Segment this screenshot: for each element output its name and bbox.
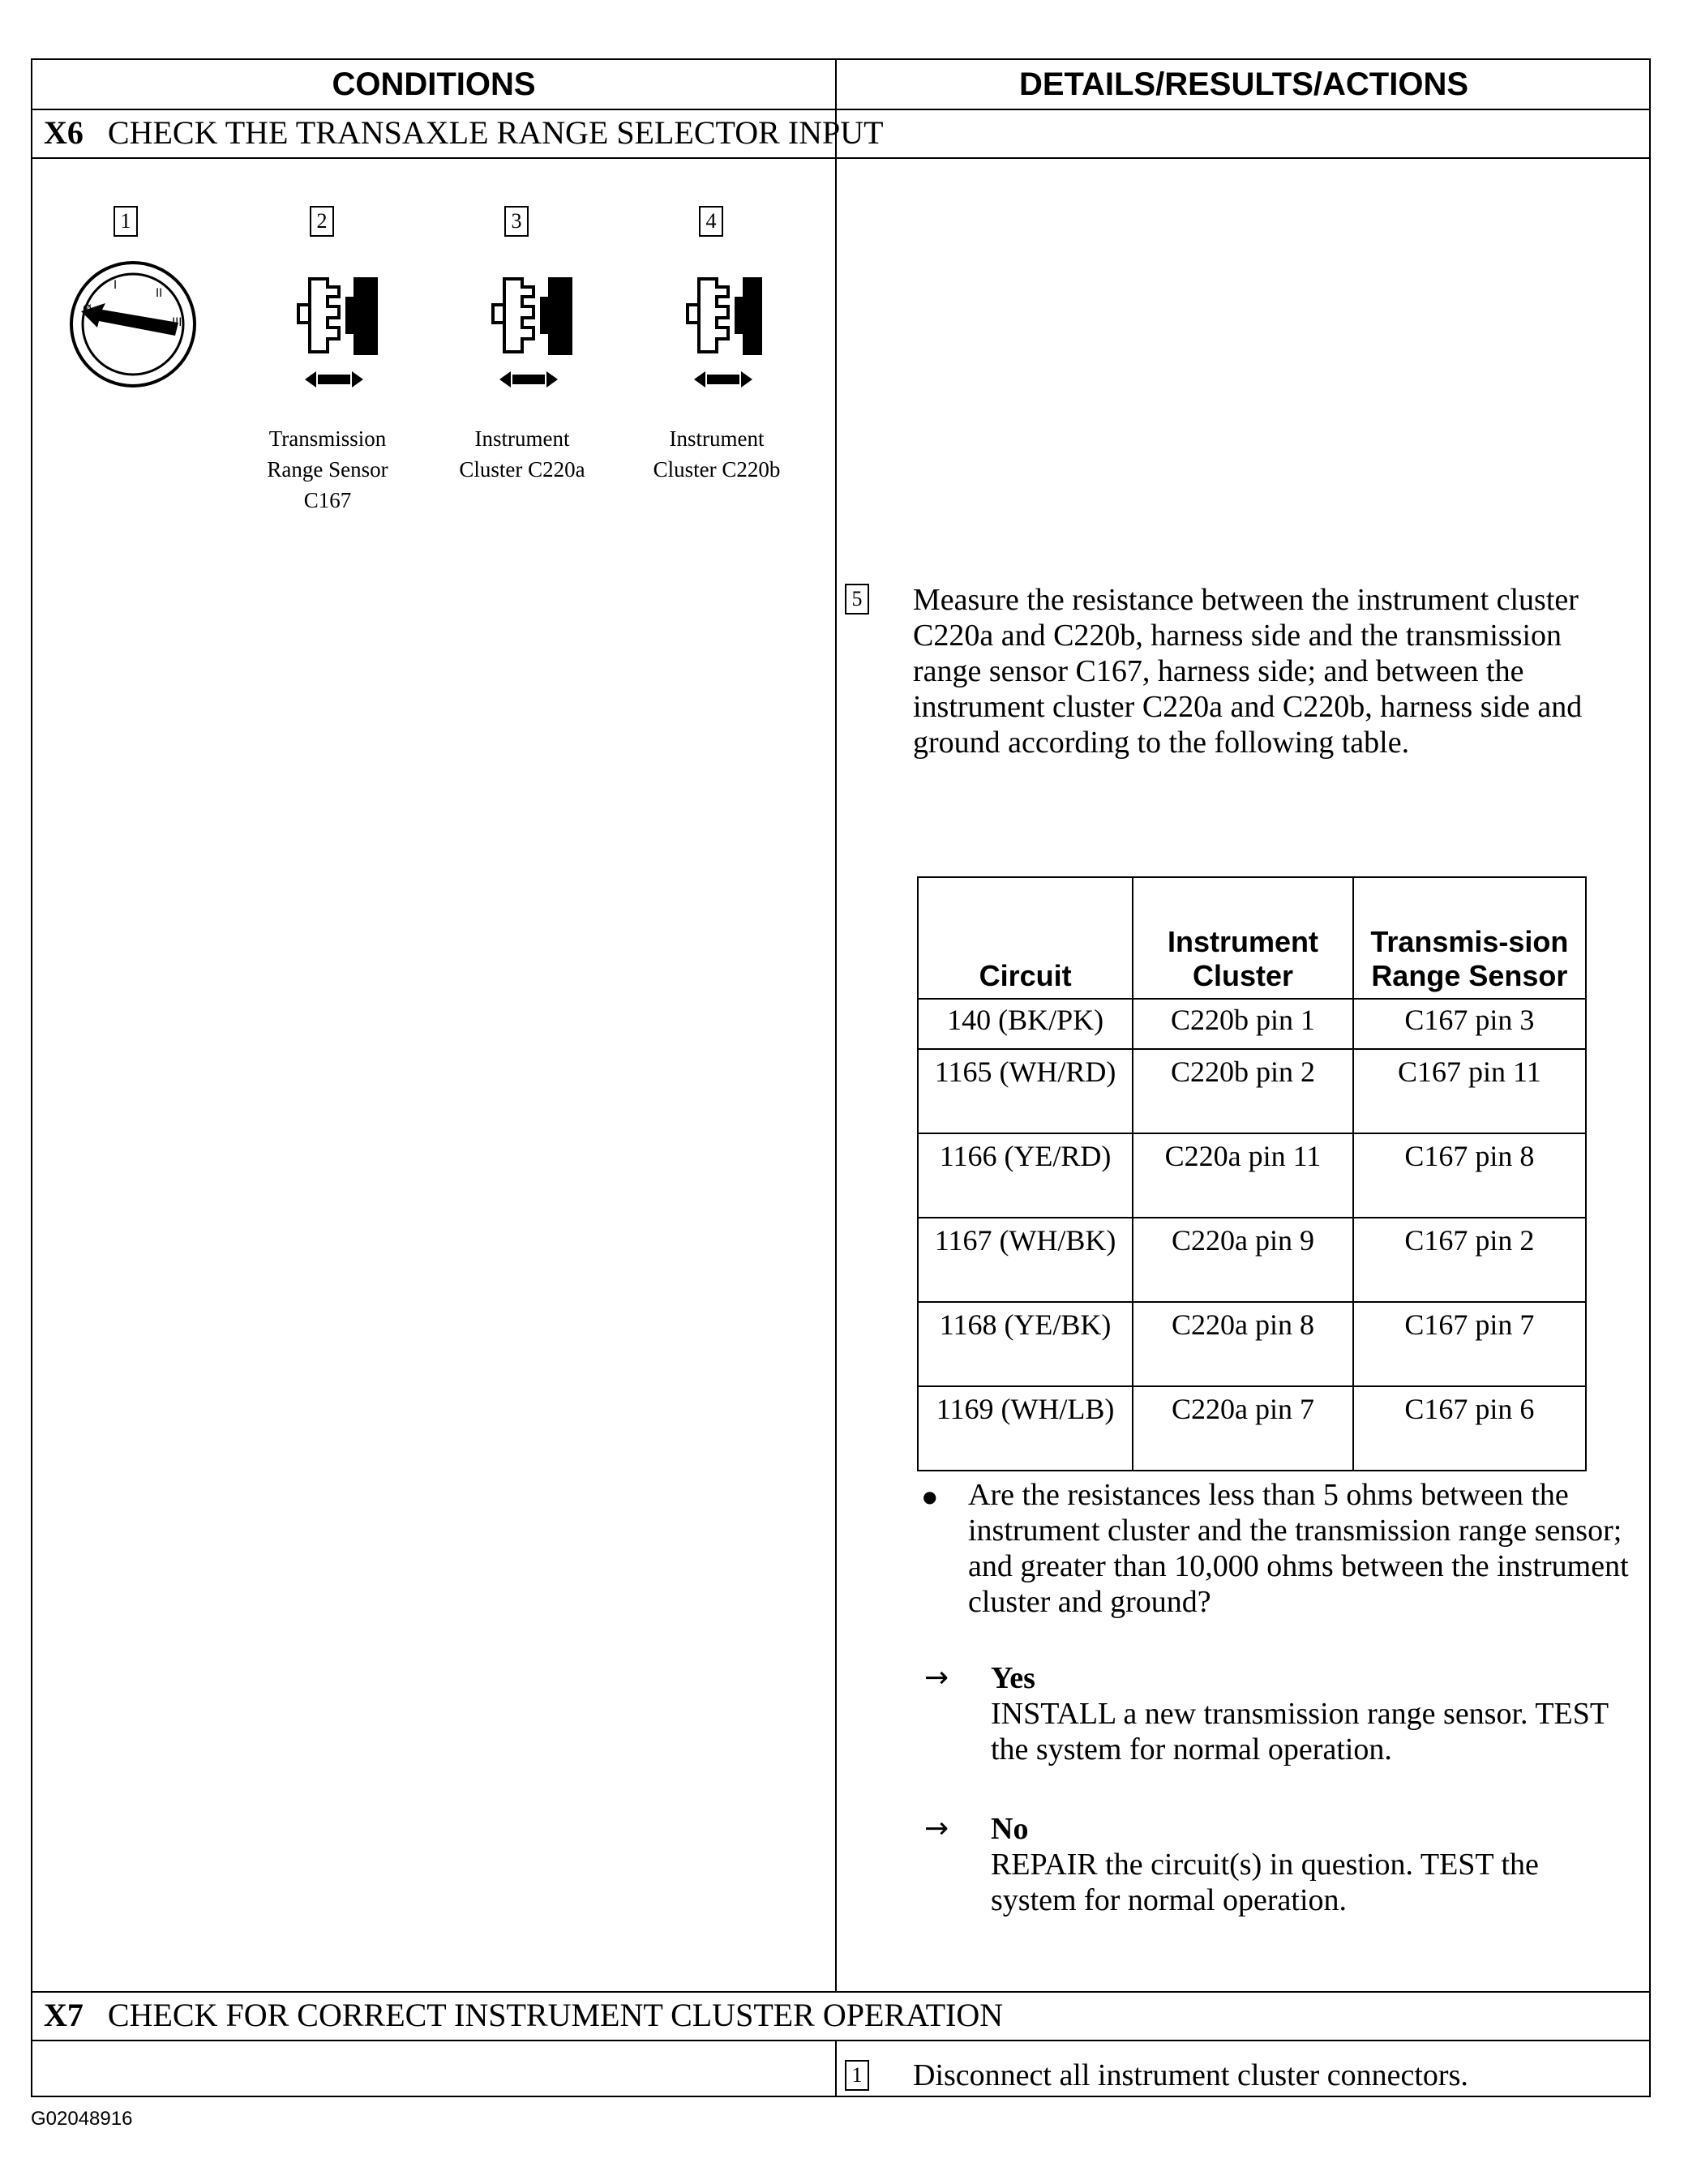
step-number: 1 — [114, 206, 138, 237]
procedure-page — [31, 58, 1651, 2097]
svg-text:Ø: Ø — [83, 303, 92, 316]
connector-icon — [688, 277, 762, 388]
column-divider — [835, 2040, 837, 2097]
step-number: 1 — [845, 2060, 869, 2091]
svg-text:II: II — [156, 287, 163, 300]
step-number: 4 — [699, 206, 723, 237]
circuit-table — [917, 876, 1587, 1471]
no-branch — [991, 1811, 1631, 1918]
table-header: Circuit — [918, 877, 1133, 999]
yes-branch — [991, 1660, 1639, 1767]
svg-text:I: I — [114, 279, 118, 292]
rule — [32, 2040, 1649, 2041]
table-row: 1166 (YE/RD) C220a pin 11 C167 pin 8 — [918, 1133, 1586, 1218]
section-x6-title: X6 CHECK THE TRANSAXLE RANGE SELECTOR INPUT — [44, 114, 884, 151]
step-number: 5 — [845, 584, 869, 615]
connector-icon — [493, 277, 572, 388]
step-number: 2 — [310, 206, 334, 237]
figure-caption: Instrument Cluster C220a — [459, 426, 585, 482]
right-arrow-icon: → — [924, 1812, 949, 1845]
table-header-row — [918, 877, 1586, 999]
table-row: 1165 (WH/RD) C220b pin 2 C167 pin 11 — [918, 1049, 1586, 1133]
column-divider — [835, 157, 837, 1991]
question-text: Are the resistances less than 5 ohms between the instrument cluster and the transmission range sensor; and greater than 10,000 ohms between the instrument cluster and ground? — [968, 1478, 1629, 1619]
rule — [32, 157, 1649, 159]
x7-step1-instruction: Disconnect all instrument cluster connectors. — [913, 2058, 1468, 2092]
svg-text:III: III — [172, 316, 182, 329]
ignition-switch-icon — [71, 263, 195, 386]
table-header: Instrument Cluster — [1133, 877, 1353, 999]
details-header: DETAILS/RESULTS/ACTIONS — [1018, 66, 1469, 102]
table-row: 140 (BK/PK) C220b pin 1 C167 pin 3 — [918, 999, 1586, 1049]
figure-caption: Instrument Cluster C220b — [653, 426, 781, 482]
right-arrow-icon: → — [924, 1661, 949, 1694]
connector-icon — [298, 277, 378, 388]
conditions-header: CONDITIONS — [332, 66, 536, 102]
connector-illustration — [49, 255, 762, 417]
no-action: REPAIR the circuit(s) in question. TEST the system for normal operation. — [991, 1848, 1539, 1917]
step-number: 3 — [504, 206, 529, 237]
bullet-icon: ● — [923, 1487, 937, 1506]
section-x7-title: X7 CHECK FOR CORRECT INSTRUMENT CLUSTER OPERATION — [44, 1997, 1004, 2033]
document-code: G02048916 — [31, 2108, 133, 2130]
step5-instruction: Measure the resistance between the instrument cluster C220a and C220b, harness side and the transmission range sensor C167, harness side; and between the instrument cluster C220a and C220b, harness side and ground according to the following table. — [913, 583, 1583, 760]
figure-caption: Transmission Range Sensor C167 — [267, 426, 388, 512]
table-row: 1168 (YE/BK) C220a pin 8 C167 pin 7 — [918, 1302, 1586, 1386]
table-row: 1169 (WH/LB) C220a pin 7 C167 pin 6 — [918, 1386, 1586, 1471]
no-label: No — [991, 1812, 1029, 1846]
table-header: Transmis-sion Range Sensor — [1353, 877, 1586, 999]
yes-action: INSTALL a new transmission range sensor. TEST the system for normal operation. — [991, 1697, 1609, 1766]
yes-label: Yes — [991, 1661, 1035, 1695]
table-row: 1167 (WH/BK) C220a pin 9 C167 pin 2 — [918, 1218, 1586, 1302]
